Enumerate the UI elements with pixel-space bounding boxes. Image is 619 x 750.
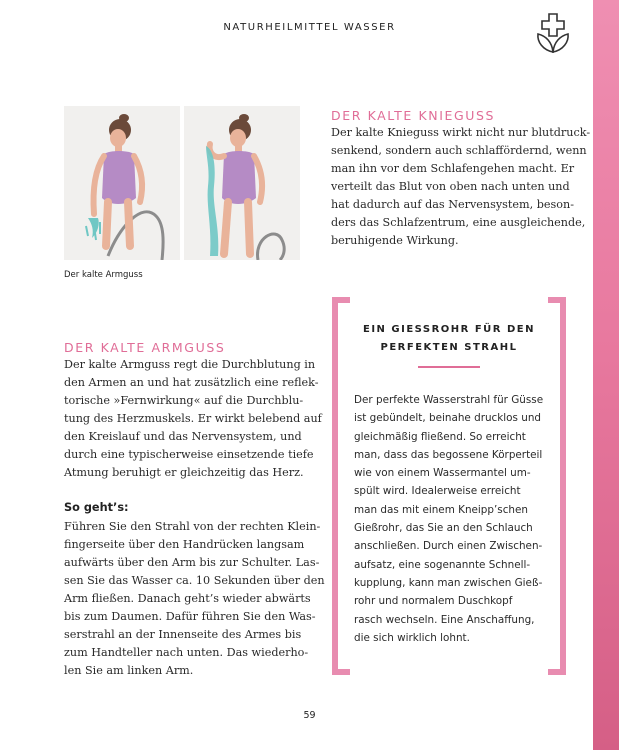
box-line: aufsatz, eine sogenannte Schnell- xyxy=(354,558,531,571)
armguss-line: durch eine typischerweise einsetzende tiefe xyxy=(64,448,314,461)
box-line: spült wird. Idealerweise erreicht xyxy=(354,485,521,498)
knieguss-line: hat dadurch auf das Nervensystem, beson- xyxy=(331,198,574,211)
cross-and-leaves-icon xyxy=(533,12,573,54)
knieguss-heading: DER KALTE KNIEGUSS xyxy=(331,108,496,123)
how-to-text xyxy=(64,518,325,680)
box-line: Gießrohr, das Sie an den Schlauch xyxy=(354,522,533,535)
how-to-line: serstrahl an der Innenseite des Armes bis xyxy=(64,628,302,641)
box-line: die sich wirklich lohnt. xyxy=(354,631,470,644)
box-line: gleichmäßig fließend. So erreicht xyxy=(354,430,526,443)
knieguss-line: man ihn vor dem Schlafengehen macht. Er xyxy=(331,162,575,175)
armguss-line: tung des Herzmuskels. Er wirkt belebend auf xyxy=(64,412,322,425)
armguss-line: den Armen an und hat zusätzlich eine reflek- xyxy=(64,376,319,389)
how-to-line: len Sie am linken Arm. xyxy=(64,664,194,677)
box-line: man, dass das begossene Körperteil xyxy=(354,448,543,461)
how-to-line: aufwärts über den Arm bis zur Schulter. Las- xyxy=(64,556,320,569)
box-title xyxy=(332,321,566,357)
woman-armguss-illustration xyxy=(64,106,180,260)
box-title-line: EIN GIESSROHR FÜR DEN xyxy=(362,324,535,335)
knieguss-text xyxy=(331,124,590,250)
page-edge-color-band xyxy=(593,0,619,750)
armguss-text xyxy=(64,356,322,482)
running-head: NATURHEILMITTEL WASSER xyxy=(223,22,396,33)
how-to-heading: So geht’s: xyxy=(64,501,129,514)
box-line: man das mit einem Kneipp’schen xyxy=(354,503,528,516)
knieguss-line: verteilt das Blut von oben nach unten und xyxy=(331,180,570,193)
illustration-caption: Der kalte Armguss xyxy=(64,270,143,280)
armguss-line: den Kreislauf und das Nervensystem, und xyxy=(64,430,302,443)
armguss-heading: DER KALTE ARMGUSS xyxy=(64,340,226,355)
armguss-line: Atmung beruhigt er gleichzeitig das Herz. xyxy=(64,466,304,479)
armguss-line: torische »Fernwirkung« auf die Durchblu- xyxy=(64,394,304,407)
how-to-line: bis zum Daumen. Dafür führen Sie den Was- xyxy=(64,610,316,623)
knieguss-line: senkend, sondern auch schlaffördernd, wenn xyxy=(331,144,587,157)
knieguss-line: beruhigende Wirkung. xyxy=(331,234,459,247)
box-line: ist gebündelt, beinahe drucklos und xyxy=(354,412,542,425)
box-line: wie von einem Wassermantel um- xyxy=(354,467,531,480)
box-divider xyxy=(418,366,480,368)
how-to-line: Führen Sie den Strahl von der rechten Klein- xyxy=(64,520,321,533)
box-line: anschließen. Durch einen Zwischen- xyxy=(354,540,543,553)
box-line: rasch wechseln. Eine Anschaffung, xyxy=(354,613,535,626)
knieguss-line: Der kalte Knieguss wirkt nicht nur blutdruck- xyxy=(331,126,591,139)
how-to-line: sen Sie das Wasser ca. 10 Sekunden über den xyxy=(64,574,325,587)
how-to-line: Arm fließen. Danach geht’s wieder abwärts xyxy=(64,592,311,605)
box-title-line: PERFEKTEN STRAHL xyxy=(380,342,518,353)
how-to-line: fingerseite über den Handrücken langsam xyxy=(64,538,305,551)
how-to-line: zum Handteller nach unten. Das wiederho- xyxy=(64,646,309,659)
woman-armguss-illustration-2 xyxy=(184,106,300,260)
armguss-line: Der kalte Armguss regt die Durchblutung in xyxy=(64,358,316,371)
knieguss-line: ders das Schlafzentrum, eine ausgleichende, xyxy=(331,216,586,229)
box-line: Der perfekte Wasserstrahl für Güsse xyxy=(354,394,544,406)
box-line: rohr und normalem Duschkopf xyxy=(354,595,513,608)
box-text xyxy=(354,391,543,647)
info-box xyxy=(332,297,566,675)
page-number: 59 xyxy=(303,710,316,721)
box-line: kupplung, kann man zwischen Gieß- xyxy=(354,576,543,589)
